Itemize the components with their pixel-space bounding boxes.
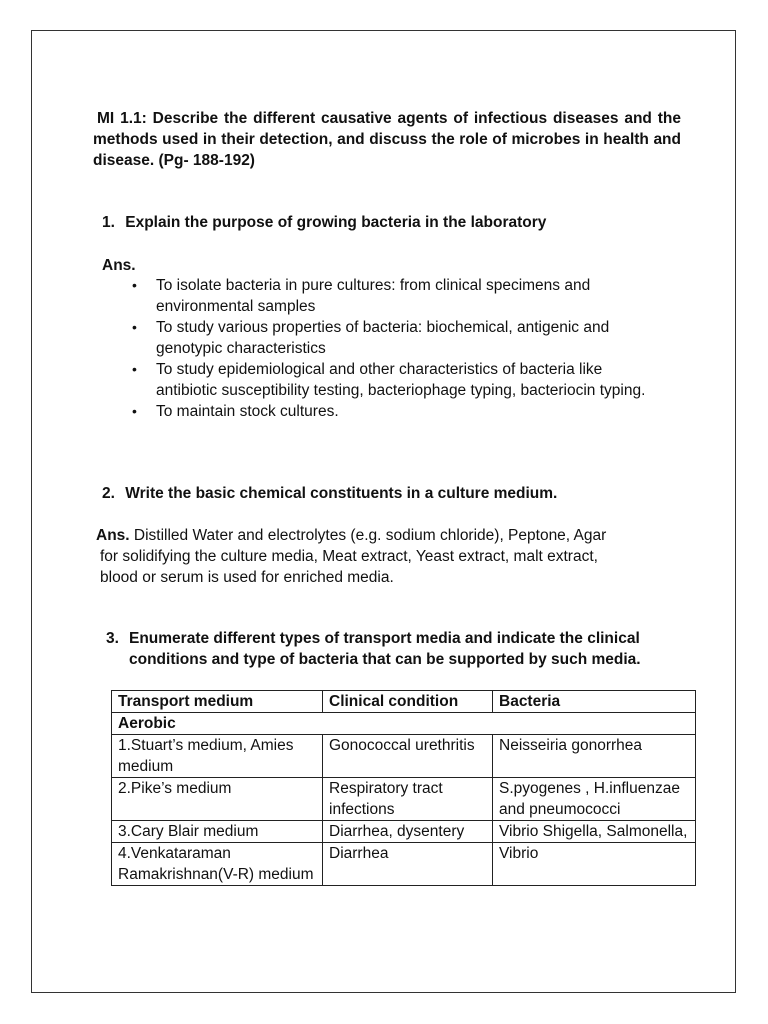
list-item-text: To study various properties of bacteria: biochemical, antigenic and genotypic characteristics (156, 319, 610, 357)
bullet-icon: • (132, 277, 137, 293)
question-1-text: Explain the purpose of growing bacteria in the laboratory (125, 214, 547, 231)
answer-2-line-3: blood or serum is used for enriched media. (100, 569, 394, 586)
table-section-row (112, 713, 696, 735)
table-cell: 2.Pike’s medium (112, 778, 323, 821)
table-cell: 4.Venkataraman Ramakrishnan(V-R) medium (112, 843, 323, 886)
table-cell: Gonococcal urethritis (323, 735, 493, 778)
question-1 (102, 212, 692, 233)
list-item-text: To study epidemiological and other characteristics of bacteria like antibiotic susceptibility testing, bacteriophage typing, bacteriocin typing. (156, 361, 646, 399)
list-item-text: To maintain stock cultures. (156, 403, 339, 420)
column-header-bacteria: Bacteria (493, 691, 696, 713)
table-cell: Vibrio (493, 843, 696, 886)
table-cell: S.pyogenes , H.influenzae and pneumococci (493, 778, 696, 821)
answer-1-label: Ans. (102, 257, 136, 274)
list-item (130, 401, 650, 422)
table-cell: Neisseiria gonorrhea (493, 735, 696, 778)
question-3 (106, 628, 686, 670)
answer-2-label: Ans. (96, 527, 130, 544)
table-cell: 3.Cary Blair medium (112, 821, 323, 843)
table-cell: 1.Stuart’s medium, Amies medium (112, 735, 323, 778)
bullet-icon: • (132, 319, 137, 335)
table-row (112, 843, 696, 886)
table-cell: Respiratory tract infections (323, 778, 493, 821)
column-header-clinical-condition: Clinical condition (323, 691, 493, 713)
section-label-aerobic: Aerobic (112, 713, 696, 735)
question-2-number: 2. (102, 485, 115, 502)
question-2-text: Write the basic chemical constituents in a culture medium. (125, 485, 558, 502)
objective-heading: MI 1.1: Describe the different causative agents of infectious diseases and the methods used in their detection, and discuss the role of microbes in health and disease. (Pg- 188-192) (93, 110, 681, 169)
list-item (130, 359, 650, 401)
table-cell: Diarrhea (323, 843, 493, 886)
list-item (130, 275, 650, 317)
answer-1-list (130, 275, 650, 422)
question-2 (102, 483, 692, 504)
column-header-transport-medium: Transport medium (112, 691, 323, 713)
bullet-icon: • (132, 403, 137, 419)
answer-2 (96, 525, 666, 588)
answer-2-line-1: Distilled Water and electrolytes (e.g. sodium chloride), Peptone, Agar (129, 527, 607, 544)
table-row (112, 778, 696, 821)
answer-2-line-2: for solidifying the culture media, Meat extract, Yeast extract, malt extract, (100, 548, 598, 565)
question-1-number: 1. (102, 214, 115, 231)
question-3-number: 3. (106, 630, 119, 647)
table-cell: Diarrhea, dysentery (323, 821, 493, 843)
table-header-row (112, 691, 696, 713)
table-cell: Vibrio Shigella, Salmonella, (493, 821, 696, 843)
list-item-text: To isolate bacteria in pure cultures: from clinical specimens and environmental samples (156, 277, 591, 315)
table-row (112, 735, 696, 778)
question-3-text: Enumerate different types of transport media and indicate the clinical conditions and type of bacteria that can be supported by such media. (129, 630, 641, 668)
transport-media-table (111, 690, 696, 886)
bullet-icon: • (132, 361, 137, 377)
table-row (112, 821, 696, 843)
list-item (130, 317, 650, 359)
